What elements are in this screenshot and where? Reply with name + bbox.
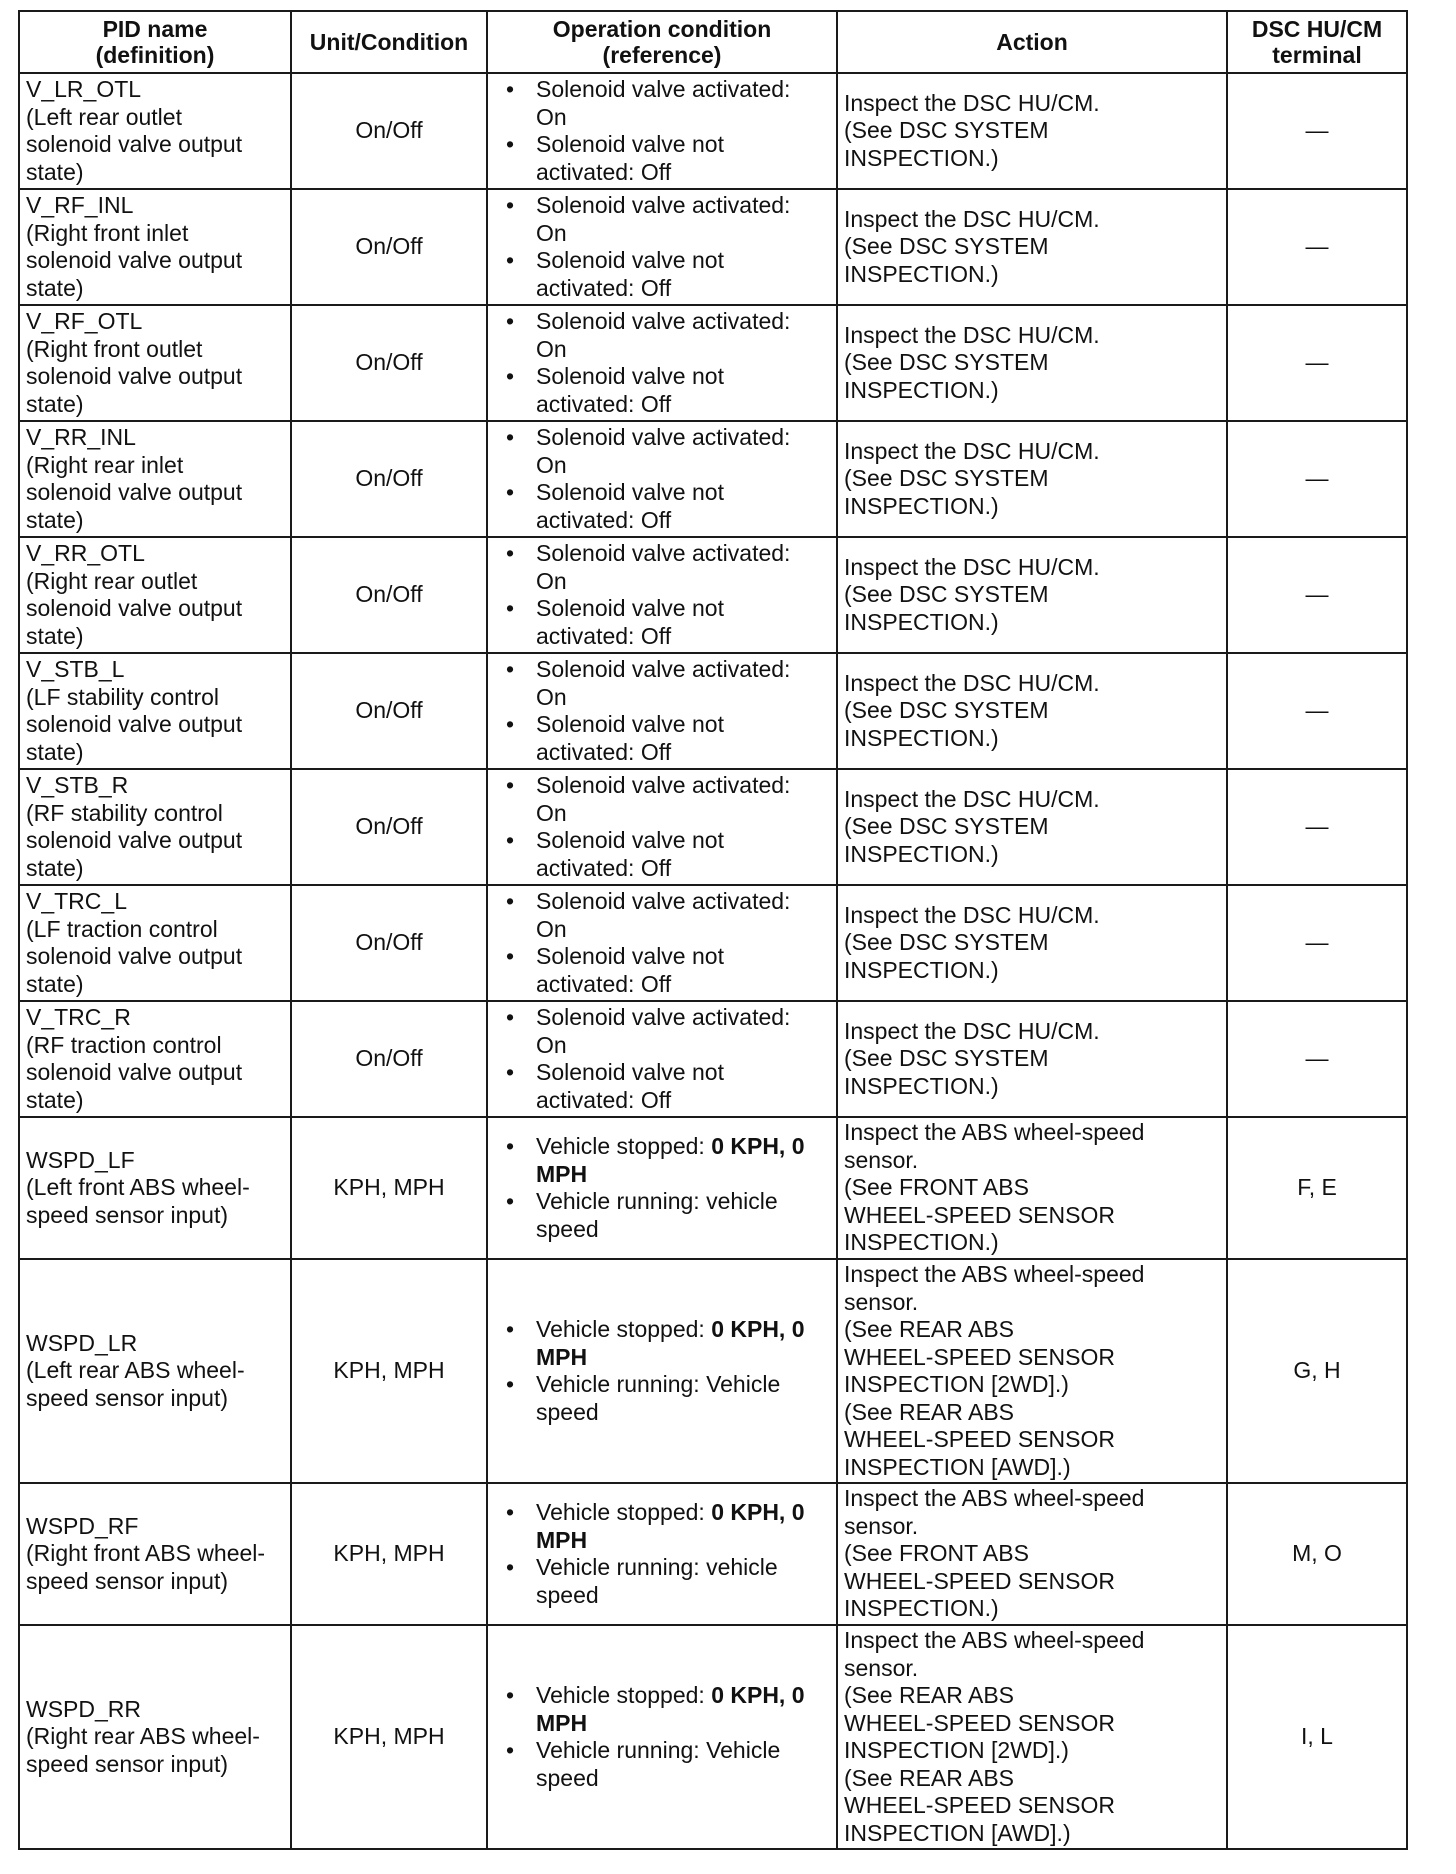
pid-name-cell bbox=[19, 1625, 291, 1849]
pid-name-cell bbox=[19, 305, 291, 421]
condition-text: • Vehicle running: Vehicle bbox=[536, 1371, 781, 1397]
condition-value: 0 KPH, 0 bbox=[711, 1316, 805, 1342]
table-row bbox=[19, 421, 1407, 537]
pid-definition-line: solenoid valve output bbox=[26, 247, 243, 273]
pid-name-cell bbox=[19, 421, 291, 537]
condition-text: On bbox=[536, 1031, 567, 1058]
action-cell bbox=[837, 769, 1227, 885]
condition-text: On bbox=[536, 683, 567, 710]
action-line: WHEEL-SPEED SENSOR bbox=[844, 1201, 1115, 1228]
condition-item bbox=[502, 363, 830, 418]
pid-name-cell bbox=[19, 769, 291, 885]
action-line: INSPECTION.) bbox=[844, 1072, 999, 1099]
action-line: INSPECTION [2WD].) bbox=[844, 1737, 1069, 1763]
pid-definition-line: solenoid valve output bbox=[26, 595, 243, 621]
action-line: (See DSC SYSTEM bbox=[844, 813, 1049, 840]
condition-text: • Solenoid valve activated: bbox=[536, 308, 791, 334]
pid-name: V_TRC_R bbox=[26, 1004, 131, 1030]
pid-definition-line: solenoid valve output bbox=[26, 1059, 243, 1085]
condition-text: • Solenoid valve activated: bbox=[536, 888, 791, 914]
condition-value: MPH bbox=[536, 1343, 588, 1370]
action-line: INSPECTION [AWD].) bbox=[844, 1819, 1071, 1846]
action-line: Inspect the DSC HU/CM. bbox=[844, 553, 1100, 580]
condition-text: • Solenoid valve not bbox=[536, 711, 724, 737]
condition-item bbox=[502, 943, 830, 998]
condition-text: On bbox=[536, 799, 567, 826]
pid-name: V_RF_OTL bbox=[26, 308, 143, 334]
condition-text: activated: Off bbox=[536, 854, 672, 881]
condition-text: • Solenoid valve activated: bbox=[536, 540, 791, 566]
condition-text: • Vehicle running: vehicle bbox=[536, 1554, 778, 1580]
pid-definition-line: (Left rear outlet bbox=[26, 103, 182, 130]
action-cell bbox=[837, 1483, 1227, 1625]
condition-text: • Solenoid valve not bbox=[536, 479, 724, 505]
condition-item bbox=[502, 1004, 830, 1059]
condition-item bbox=[502, 1737, 830, 1792]
action-line: Inspect the ABS wheel-speed bbox=[844, 1261, 1145, 1287]
condition-text: • Solenoid valve not bbox=[536, 363, 724, 389]
pid-name-cell bbox=[19, 189, 291, 305]
action-line: WHEEL-SPEED SENSOR bbox=[844, 1792, 1115, 1818]
action-line: INSPECTION.) bbox=[844, 1595, 999, 1622]
condition-text: On bbox=[536, 219, 567, 246]
condition-text: activated: Off bbox=[536, 158, 672, 185]
condition-item bbox=[502, 1499, 830, 1554]
pid-definition-line: (LF stability control bbox=[26, 683, 220, 710]
action-line: (See FRONT ABS bbox=[844, 1540, 1029, 1567]
action-line: (See DSC SYSTEM bbox=[844, 349, 1049, 376]
condition-value: MPH bbox=[536, 1160, 588, 1187]
operation-condition-cell bbox=[487, 1117, 837, 1259]
unit-condition-cell: KPH, MPH bbox=[291, 1625, 487, 1849]
operation-condition-cell bbox=[487, 1483, 837, 1625]
condition-text: • Solenoid valve activated: bbox=[536, 424, 791, 450]
action-line: (See DSC SYSTEM bbox=[844, 233, 1049, 260]
table-row bbox=[19, 1117, 1407, 1259]
condition-value: 0 KPH, 0 bbox=[711, 1133, 805, 1159]
terminal-cell: — bbox=[1227, 885, 1407, 1001]
condition-text: • Vehicle running: vehicle bbox=[536, 1188, 778, 1214]
condition-item bbox=[502, 656, 830, 711]
action-line: WHEEL-SPEED SENSOR bbox=[844, 1567, 1115, 1594]
pid-definition-line: state) bbox=[26, 506, 84, 533]
condition-text: Vehicle stopped: bbox=[536, 1133, 712, 1159]
condition-value: 0 KPH, 0 bbox=[711, 1682, 805, 1708]
action-cell bbox=[837, 73, 1227, 189]
action-cell bbox=[837, 1117, 1227, 1259]
pid-name: V_LR_OTL bbox=[26, 76, 142, 102]
pid-definition-line: speed sensor input) bbox=[26, 1750, 229, 1777]
pid-definition-line: (RF stability control bbox=[26, 799, 223, 826]
condition-text: • Solenoid valve activated: bbox=[536, 1004, 791, 1030]
pid-name: WSPD_LF bbox=[26, 1146, 135, 1173]
condition-text: Vehicle stopped: bbox=[536, 1316, 712, 1342]
condition-text: On bbox=[536, 451, 567, 478]
pid-name: WSPD_RR bbox=[26, 1695, 142, 1722]
condition-text: • Solenoid valve not bbox=[536, 247, 724, 273]
condition-text: On bbox=[536, 103, 567, 130]
action-line: (See DSC SYSTEM bbox=[844, 1045, 1049, 1072]
operation-condition-cell bbox=[487, 1259, 837, 1483]
terminal-cell: — bbox=[1227, 73, 1407, 189]
header-pid-line1: PID name bbox=[102, 16, 208, 42]
table-row bbox=[19, 885, 1407, 1001]
pid-name-cell bbox=[19, 1259, 291, 1483]
pid-definition-line: (Right front ABS wheel- bbox=[26, 1540, 266, 1567]
action-line: Inspect the DSC HU/CM. bbox=[844, 669, 1100, 696]
action-line: INSPECTION [2WD].) bbox=[844, 1371, 1069, 1397]
unit-condition-cell: On/Off bbox=[291, 653, 487, 769]
terminal-cell: — bbox=[1227, 421, 1407, 537]
table-row bbox=[19, 189, 1407, 305]
action-line: sensor. bbox=[844, 1146, 919, 1173]
action-cell bbox=[837, 189, 1227, 305]
header-unit: Unit/Condition bbox=[291, 11, 487, 73]
pid-definition-line: solenoid valve output bbox=[26, 943, 243, 969]
condition-text: • Solenoid valve not bbox=[536, 131, 724, 157]
condition-item bbox=[502, 192, 830, 247]
pid-name-cell bbox=[19, 537, 291, 653]
condition-text: activated: Off bbox=[536, 738, 672, 765]
action-line: INSPECTION.) bbox=[844, 260, 999, 287]
action-line: WHEEL-SPEED SENSOR bbox=[844, 1709, 1115, 1736]
condition-item bbox=[502, 1371, 830, 1426]
action-line: INSPECTION.) bbox=[844, 1229, 999, 1256]
condition-item bbox=[502, 247, 830, 302]
header-pid-name bbox=[19, 11, 291, 73]
condition-list bbox=[494, 1499, 830, 1609]
terminal-cell: — bbox=[1227, 537, 1407, 653]
pid-name: WSPD_LR bbox=[26, 1329, 138, 1356]
terminal-cell: — bbox=[1227, 189, 1407, 305]
action-line: Inspect the ABS wheel-speed bbox=[844, 1119, 1145, 1146]
action-line: Inspect the DSC HU/CM. bbox=[844, 437, 1100, 464]
condition-item bbox=[502, 131, 830, 186]
condition-item bbox=[502, 595, 830, 650]
table-row bbox=[19, 305, 1407, 421]
action-line: INSPECTION.) bbox=[844, 840, 999, 867]
operation-condition-cell bbox=[487, 1001, 837, 1117]
condition-text: On bbox=[536, 915, 567, 942]
pid-definition-line: (Right rear outlet bbox=[26, 567, 198, 594]
action-line: (See REAR ABS bbox=[844, 1316, 1015, 1342]
pid-name: V_TRC_L bbox=[26, 888, 127, 914]
condition-text: speed bbox=[536, 1581, 599, 1608]
condition-text: On bbox=[536, 567, 567, 594]
terminal-cell: — bbox=[1227, 769, 1407, 885]
pid-name: V_STB_R bbox=[26, 772, 129, 798]
pid-definition-line: (RF traction control bbox=[26, 1031, 222, 1058]
pid-definition-line: state) bbox=[26, 1086, 84, 1113]
unit-condition-cell: On/Off bbox=[291, 305, 487, 421]
condition-text: • Solenoid valve activated: bbox=[536, 772, 791, 798]
condition-value: MPH bbox=[536, 1526, 588, 1553]
condition-text: activated: Off bbox=[536, 274, 672, 301]
condition-item bbox=[502, 1133, 830, 1188]
header-term-line1: DSC HU/CM bbox=[1251, 16, 1383, 42]
table-row bbox=[19, 653, 1407, 769]
pid-definition-line: state) bbox=[26, 970, 84, 997]
action-cell bbox=[837, 305, 1227, 421]
pid-definition-line: solenoid valve output bbox=[26, 131, 243, 157]
table-row bbox=[19, 1259, 1407, 1483]
pid-name-cell bbox=[19, 1001, 291, 1117]
condition-item bbox=[502, 827, 830, 882]
condition-text: Vehicle stopped: bbox=[536, 1499, 712, 1525]
pid-definition-line: state) bbox=[26, 390, 84, 417]
condition-text: • Solenoid valve activated: bbox=[536, 192, 791, 218]
condition-list bbox=[494, 772, 830, 882]
terminal-cell: — bbox=[1227, 1001, 1407, 1117]
condition-list bbox=[494, 424, 830, 534]
condition-item bbox=[502, 308, 830, 363]
action-line: (See REAR ABS bbox=[844, 1398, 1015, 1425]
action-cell bbox=[837, 653, 1227, 769]
unit-condition-cell: KPH, MPH bbox=[291, 1483, 487, 1625]
condition-text: • Solenoid valve not bbox=[536, 1059, 724, 1085]
action-line: sensor. bbox=[844, 1512, 919, 1539]
header-action: Action bbox=[837, 11, 1227, 73]
condition-text: • Solenoid valve not bbox=[536, 827, 724, 853]
table-body bbox=[19, 73, 1407, 1849]
operation-condition-cell bbox=[487, 421, 837, 537]
action-line: WHEEL-SPEED SENSOR bbox=[844, 1343, 1115, 1370]
action-line: INSPECTION.) bbox=[844, 608, 999, 635]
unit-condition-cell: On/Off bbox=[291, 885, 487, 1001]
action-cell bbox=[837, 537, 1227, 653]
header-operation bbox=[487, 11, 837, 73]
unit-condition-cell: KPH, MPH bbox=[291, 1259, 487, 1483]
pid-name-cell bbox=[19, 885, 291, 1001]
action-line: Inspect the DSC HU/CM. bbox=[844, 205, 1100, 232]
unit-condition-cell: On/Off bbox=[291, 537, 487, 653]
condition-item bbox=[502, 711, 830, 766]
pid-definition-line: solenoid valve output bbox=[26, 479, 243, 505]
condition-text: • Solenoid valve activated: bbox=[536, 656, 791, 682]
operation-condition-cell bbox=[487, 885, 837, 1001]
action-cell bbox=[837, 1001, 1227, 1117]
condition-item bbox=[502, 424, 830, 479]
pid-name-cell bbox=[19, 1483, 291, 1625]
condition-item bbox=[502, 1188, 830, 1243]
action-line: Inspect the ABS wheel-speed bbox=[844, 1627, 1145, 1653]
pid-name-cell bbox=[19, 1117, 291, 1259]
pid-definition-line: state) bbox=[26, 854, 84, 881]
action-line: INSPECTION.) bbox=[844, 492, 999, 519]
action-cell bbox=[837, 421, 1227, 537]
table-row bbox=[19, 73, 1407, 189]
operation-condition-cell bbox=[487, 189, 837, 305]
pid-definition-line: solenoid valve output bbox=[26, 363, 243, 389]
condition-value: MPH bbox=[536, 1709, 588, 1736]
condition-value: 0 KPH, 0 bbox=[711, 1499, 805, 1525]
table-row bbox=[19, 1483, 1407, 1625]
condition-item bbox=[502, 76, 830, 131]
action-line: WHEEL-SPEED SENSOR bbox=[844, 1426, 1115, 1452]
pid-definition-line: speed sensor input) bbox=[26, 1384, 229, 1411]
pid-definition-line: state) bbox=[26, 622, 84, 649]
condition-text: • Solenoid valve not bbox=[536, 943, 724, 969]
condition-item bbox=[502, 1059, 830, 1114]
action-line: (See DSC SYSTEM bbox=[844, 929, 1049, 956]
action-line: Inspect the ABS wheel-speed bbox=[844, 1485, 1145, 1512]
terminal-cell: — bbox=[1227, 305, 1407, 421]
pid-definition-line: speed sensor input) bbox=[26, 1567, 229, 1594]
pid-table bbox=[18, 10, 1408, 1850]
table-header bbox=[19, 11, 1407, 73]
pid-definition-line: (Right front outlet bbox=[26, 335, 203, 362]
condition-text: Vehicle stopped: bbox=[536, 1682, 712, 1708]
header-op-line2: (reference) bbox=[602, 42, 722, 68]
action-line: sensor. bbox=[844, 1288, 919, 1315]
operation-condition-cell bbox=[487, 1625, 837, 1849]
condition-item bbox=[502, 888, 830, 943]
header-row bbox=[19, 11, 1407, 73]
action-line: INSPECTION.) bbox=[844, 956, 999, 983]
pid-name: V_RR_OTL bbox=[26, 540, 145, 566]
action-line: (See DSC SYSTEM bbox=[844, 697, 1049, 724]
unit-condition-cell: On/Off bbox=[291, 73, 487, 189]
condition-item bbox=[502, 772, 830, 827]
condition-item bbox=[502, 1682, 830, 1737]
action-cell bbox=[837, 885, 1227, 1001]
action-line: sensor. bbox=[844, 1654, 919, 1681]
pid-name-cell bbox=[19, 73, 291, 189]
terminal-cell: F, E bbox=[1227, 1117, 1407, 1259]
pid-definition-line: (Right rear inlet bbox=[26, 451, 184, 478]
condition-list bbox=[494, 308, 830, 418]
header-terminal bbox=[1227, 11, 1407, 73]
pid-name: WSPD_RF bbox=[26, 1512, 139, 1539]
condition-text: • Vehicle running: Vehicle bbox=[536, 1737, 781, 1763]
terminal-cell: I, L bbox=[1227, 1625, 1407, 1849]
pid-name: V_RR_INL bbox=[26, 424, 136, 450]
condition-text: activated: Off bbox=[536, 970, 672, 997]
action-line: INSPECTION.) bbox=[844, 724, 999, 751]
action-line: Inspect the DSC HU/CM. bbox=[844, 1017, 1100, 1044]
terminal-cell: M, O bbox=[1227, 1483, 1407, 1625]
action-cell bbox=[837, 1259, 1227, 1483]
table-row bbox=[19, 769, 1407, 885]
action-line: INSPECTION.) bbox=[844, 376, 999, 403]
pid-definition-line: state) bbox=[26, 158, 84, 185]
table-row bbox=[19, 1625, 1407, 1849]
condition-list bbox=[494, 1316, 830, 1426]
table-row bbox=[19, 1001, 1407, 1117]
condition-list bbox=[494, 192, 830, 302]
action-line: Inspect the DSC HU/CM. bbox=[844, 89, 1100, 116]
unit-condition-cell: On/Off bbox=[291, 1001, 487, 1117]
terminal-cell: G, H bbox=[1227, 1259, 1407, 1483]
operation-condition-cell bbox=[487, 73, 837, 189]
condition-list bbox=[494, 888, 830, 998]
action-line: INSPECTION [AWD].) bbox=[844, 1453, 1071, 1480]
condition-text: activated: Off bbox=[536, 1086, 672, 1113]
action-line: (See DSC SYSTEM bbox=[844, 465, 1049, 492]
operation-condition-cell bbox=[487, 305, 837, 421]
condition-text: speed bbox=[536, 1398, 599, 1425]
pid-definition-line: (LF traction control bbox=[26, 915, 218, 942]
pid-definition-line: (Right rear ABS wheel- bbox=[26, 1723, 260, 1750]
pid-definition-line: state) bbox=[26, 274, 84, 301]
action-line: Inspect the DSC HU/CM. bbox=[844, 321, 1100, 348]
action-line: Inspect the DSC HU/CM. bbox=[844, 785, 1100, 812]
condition-text: • Solenoid valve not bbox=[536, 595, 724, 621]
unit-condition-cell: On/Off bbox=[291, 421, 487, 537]
action-line: (See DSC SYSTEM bbox=[844, 581, 1049, 608]
operation-condition-cell bbox=[487, 653, 837, 769]
pid-definition-line: solenoid valve output bbox=[26, 711, 243, 737]
action-cell bbox=[837, 1625, 1227, 1849]
condition-text: activated: Off bbox=[536, 390, 672, 417]
action-line: (See DSC SYSTEM bbox=[844, 117, 1049, 144]
action-line: Inspect the DSC HU/CM. bbox=[844, 901, 1100, 928]
unit-condition-cell: KPH, MPH bbox=[291, 1117, 487, 1259]
header-op-line1: Operation condition bbox=[552, 16, 772, 42]
condition-text: speed bbox=[536, 1764, 599, 1791]
action-line: INSPECTION.) bbox=[844, 144, 999, 171]
condition-list bbox=[494, 656, 830, 766]
condition-item bbox=[502, 1554, 830, 1609]
condition-list bbox=[494, 1133, 830, 1243]
condition-text: • Solenoid valve activated: bbox=[536, 76, 791, 102]
operation-condition-cell bbox=[487, 769, 837, 885]
header-term-line2: terminal bbox=[1272, 42, 1362, 68]
condition-text: On bbox=[536, 335, 567, 362]
condition-text: speed bbox=[536, 1215, 599, 1242]
condition-list bbox=[494, 76, 830, 186]
operation-condition-cell bbox=[487, 537, 837, 653]
condition-list bbox=[494, 540, 830, 650]
action-line: (See FRONT ABS bbox=[844, 1174, 1029, 1201]
pid-definition-line: (Left rear ABS wheel- bbox=[26, 1357, 245, 1384]
condition-item bbox=[502, 1316, 830, 1371]
condition-text: activated: Off bbox=[536, 622, 672, 649]
condition-item bbox=[502, 540, 830, 595]
pid-definition-line: speed sensor input) bbox=[26, 1201, 229, 1228]
condition-list bbox=[494, 1004, 830, 1114]
condition-list bbox=[494, 1682, 830, 1792]
pid-definition-line: state) bbox=[26, 738, 84, 765]
condition-item bbox=[502, 479, 830, 534]
pid-definition-line: solenoid valve output bbox=[26, 827, 243, 853]
action-line: (See REAR ABS bbox=[844, 1764, 1015, 1791]
pid-name: V_RF_INL bbox=[26, 192, 134, 218]
pid-definition-line: (Right front inlet bbox=[26, 219, 189, 246]
table-row bbox=[19, 537, 1407, 653]
unit-condition-cell: On/Off bbox=[291, 189, 487, 305]
terminal-cell: — bbox=[1227, 653, 1407, 769]
header-pid-line2: (definition) bbox=[95, 42, 215, 68]
pid-definition-line: (Left front ABS wheel- bbox=[26, 1174, 250, 1201]
action-line: (See REAR ABS bbox=[844, 1682, 1015, 1708]
pid-name: V_STB_L bbox=[26, 656, 125, 682]
unit-condition-cell: On/Off bbox=[291, 769, 487, 885]
condition-text: activated: Off bbox=[536, 506, 672, 533]
pid-name-cell bbox=[19, 653, 291, 769]
